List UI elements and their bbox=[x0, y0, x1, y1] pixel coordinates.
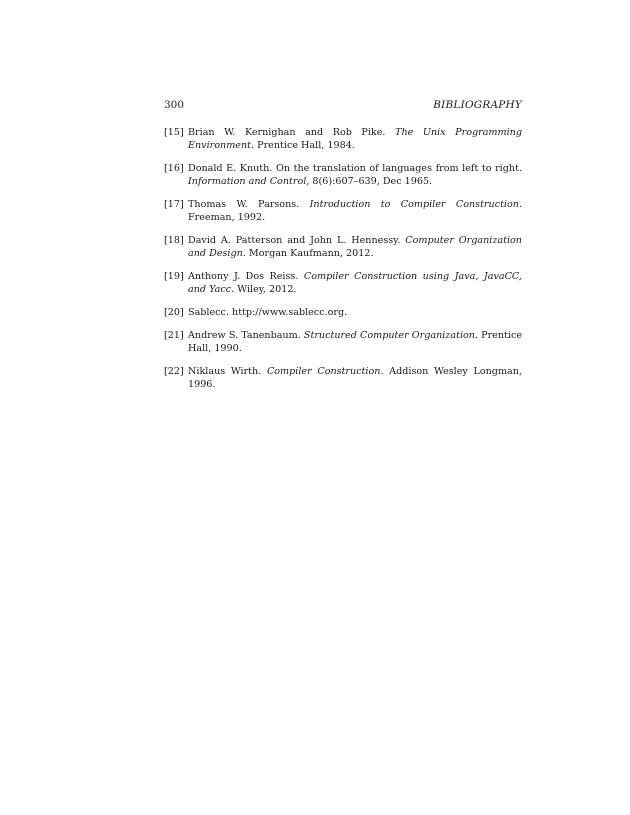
reference-item bbox=[164, 306, 522, 319]
reference-item bbox=[164, 365, 522, 391]
reference-number: [21] bbox=[164, 329, 184, 341]
reference-number: [17] bbox=[164, 199, 184, 210]
reference-item bbox=[164, 270, 522, 296]
reference-publisher: Addison Wesley Longman, 1996. bbox=[188, 365, 522, 390]
reference-title: Compiler Construction using Java, JavaCC, and Yacc. bbox=[188, 271, 522, 296]
reference-authors: Andrew S. Tanenbaum. bbox=[188, 329, 301, 341]
reference-number: [16] bbox=[164, 163, 184, 174]
reference-item bbox=[164, 126, 522, 152]
reference-title: Computer Organization and Design. bbox=[188, 235, 522, 260]
reference-list bbox=[164, 126, 522, 401]
reference-title: The Unix Programming Environment. bbox=[188, 127, 522, 152]
reference-journal: Information and Control, bbox=[188, 176, 310, 188]
reference-number: [18] bbox=[164, 235, 184, 246]
reference-title: Structured Computer Organization. bbox=[303, 329, 479, 341]
reference-publisher: Prentice Hall, 1984. bbox=[257, 140, 355, 152]
reference-publisher: Wiley, 2012. bbox=[237, 284, 297, 296]
reference-publisher: Prentice Hall, 1990. bbox=[188, 329, 522, 354]
reference-title: On the translation of languages from left to right. bbox=[275, 163, 522, 174]
reference-authors: Sablecc. bbox=[188, 307, 229, 318]
reference-number: [22] bbox=[164, 365, 184, 377]
reference-url: http://www.sablecc.org. bbox=[232, 307, 348, 318]
reference-authors: Niklaus Wirth. bbox=[188, 365, 262, 377]
reference-publisher: Freeman, 1992. bbox=[188, 212, 266, 224]
reference-number: [15] bbox=[164, 127, 184, 138]
reference-number: [20] bbox=[164, 307, 184, 318]
reference-authors: David A. Patterson and John L. Hennessy. bbox=[188, 235, 401, 246]
reference-title: Introduction to Compiler Construction. bbox=[309, 199, 523, 210]
running-header bbox=[164, 97, 522, 113]
reference-authors: Donald E. Knuth. bbox=[188, 163, 273, 174]
reference-item bbox=[164, 162, 522, 188]
page-number: 300 bbox=[164, 99, 185, 111]
reference-title: Compiler Construction. bbox=[266, 365, 384, 377]
reference-authors: Brian W. Kernighan and Rob Pike. bbox=[188, 127, 386, 138]
reference-item bbox=[164, 234, 522, 260]
section-title: BIBLIOGRAPHY bbox=[433, 99, 522, 111]
reference-number: [19] bbox=[164, 271, 184, 282]
reference-authors: Anthony J. Dos Reiss. bbox=[188, 271, 299, 282]
reference-item bbox=[164, 198, 522, 224]
reference-publisher: Morgan Kaufmann, 2012. bbox=[248, 248, 374, 260]
reference-authors: Thomas W. Parsons. bbox=[188, 199, 300, 210]
reference-publisher: 8(6):607–639, Dec 1965. bbox=[312, 176, 433, 188]
reference-item bbox=[164, 329, 522, 355]
